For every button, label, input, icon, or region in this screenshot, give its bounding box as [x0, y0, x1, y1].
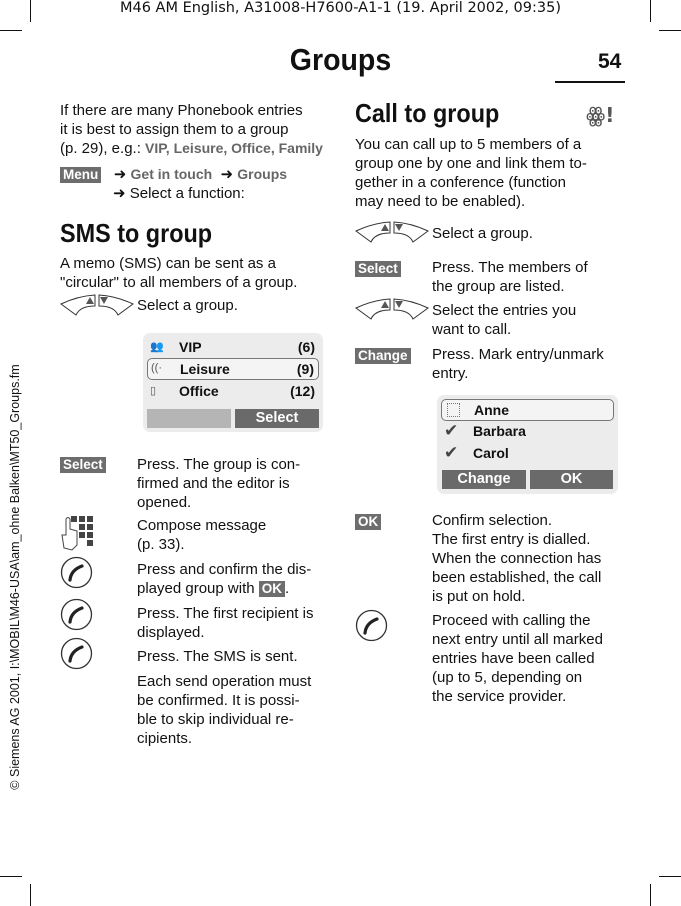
first-recipient-description: Press. The first recipient is displayed.: [137, 605, 314, 641]
call-key-icon: [355, 609, 388, 642]
compose-description: Compose message (p. 33).: [137, 517, 267, 553]
softkey-left-empty: [147, 409, 231, 428]
group-count: (6): [297, 339, 315, 355]
document-icon: ▯: [150, 385, 157, 397]
navigation-key-icon: [60, 294, 134, 316]
crop-mark: [30, 884, 31, 906]
ok-softkey: OK: [259, 581, 285, 597]
document-header: M46 AM English, A31008-H7600-A1-1 (19. April 2002, 09:35): [119, 0, 562, 16]
group-name: VIP: [179, 339, 202, 355]
group-row-office: [147, 381, 319, 401]
call-key-icon: [60, 556, 93, 589]
select-members-description: Press. The members of the group are listed.: [432, 259, 588, 295]
screen-ok-softkey: OK: [530, 470, 613, 489]
checked-box-icon: ✔: [444, 421, 459, 440]
sms-intro: A memo (SMS) can be sent as a "circular" to all members of a group.: [60, 255, 298, 291]
select-softkey: Select: [60, 457, 106, 473]
call-key-icon: [60, 637, 93, 670]
phone-screen-members: [437, 395, 618, 494]
crop-mark: [0, 30, 22, 31]
navigation-key-icon: [355, 298, 429, 320]
menu-path-line2: [113, 184, 245, 203]
confirm-description: Press and confirm the dis- played group with OK .: [137, 561, 312, 597]
side-note: © Siemens AG 2001, I:\MOBIL\M46-USA\am_ohne Balken\MT50_Groups.fm: [8, 364, 22, 790]
member-name: Barbara: [473, 423, 526, 439]
page-number-rule: [555, 81, 625, 83]
group-name: Leisure: [180, 361, 230, 377]
sms-heading: SMS to group: [60, 218, 213, 248]
select-key-label: [60, 455, 106, 474]
call-group-intro: You can call up to 5 members of a group one by one and link them to- gether in a conference (function may need to be enabled).: [355, 136, 587, 210]
member-name: Anne: [474, 402, 509, 418]
change-description: Press. Mark entry/unmark entry.: [432, 346, 604, 382]
crop-mark: [659, 30, 681, 31]
intro-text: If there are many Phonebook entries it is best to assign them to a group (p. 29), e.g.:: [60, 102, 303, 157]
arrow-icon: ➜: [113, 185, 126, 202]
ok-softkey: OK: [355, 514, 381, 530]
checked-box-icon: ✔: [444, 443, 459, 462]
screen-select-softkey: Select: [235, 409, 319, 428]
member-name: Carol: [473, 445, 509, 461]
arrow-icon: ➜: [220, 166, 234, 183]
unchecked-box-icon: [447, 403, 460, 417]
people-icon: 👥: [150, 341, 164, 353]
group-row-vip: [147, 337, 319, 357]
call-group-heading: Call to group: [355, 98, 500, 128]
keypad-icon: [60, 515, 93, 551]
confirm-text: Press and confirm the dis- played group with: [137, 561, 312, 597]
sms-sent-description: Press. The SMS is sent.: [137, 648, 298, 665]
proceed-description: Proceed with calling the next entry until all marked entries have been called (up to 5, depending on the service provider.: [432, 612, 603, 705]
select-description: Press. The group is con- firmed and the editor is opened.: [137, 456, 301, 511]
path-groups: Groups: [237, 166, 288, 182]
step-select-group: Select a group.: [137, 297, 238, 314]
leisure-icon: ((·: [151, 362, 162, 374]
call-key-icon: [60, 598, 93, 631]
group-examples: VIP, Leisure, Office, Family: [145, 140, 323, 156]
crop-mark: [659, 876, 681, 877]
conference-icon: ꙮ!: [586, 103, 615, 127]
change-key-label: [355, 346, 411, 365]
screen-change-softkey: Change: [442, 470, 526, 489]
step-select-group: Select a group.: [432, 225, 533, 242]
path-select-function: Select a function:: [129, 185, 245, 202]
group-count: (12): [290, 383, 315, 399]
page-title: Groups: [289, 42, 392, 77]
send-note: Each send operation must be confirmed. It is possi- ble to skip individual re- cipients.: [137, 673, 312, 747]
menu-path: [60, 165, 287, 184]
path-get-in-touch: Get in touch: [130, 166, 213, 182]
group-count: (9): [296, 361, 314, 377]
select-key-label: [355, 259, 401, 278]
change-softkey: Change: [355, 348, 411, 364]
member-row-anne: [441, 399, 614, 421]
group-row-leisure: [147, 358, 319, 380]
ok-description: Confirm selection. The first entry is dialled. When the connection has been established, the call is put on hold.: [432, 512, 602, 605]
ok-key-label: [355, 512, 381, 531]
step-select-entries: Select the entries you want to call.: [432, 302, 577, 338]
crop-mark: [0, 876, 22, 877]
navigation-key-icon: [355, 221, 429, 243]
page-number: 54: [598, 50, 622, 73]
select-softkey: Select: [355, 261, 401, 277]
member-row-carol: [441, 443, 614, 463]
phone-screen-groups: [143, 333, 323, 432]
arrow-icon: ➜: [113, 166, 127, 183]
crop-mark: [650, 884, 651, 906]
menu-softkey: Menu: [60, 167, 101, 183]
intro-paragraph: [60, 101, 323, 158]
member-row-barbara: [441, 421, 614, 441]
group-name: Office: [179, 383, 219, 399]
